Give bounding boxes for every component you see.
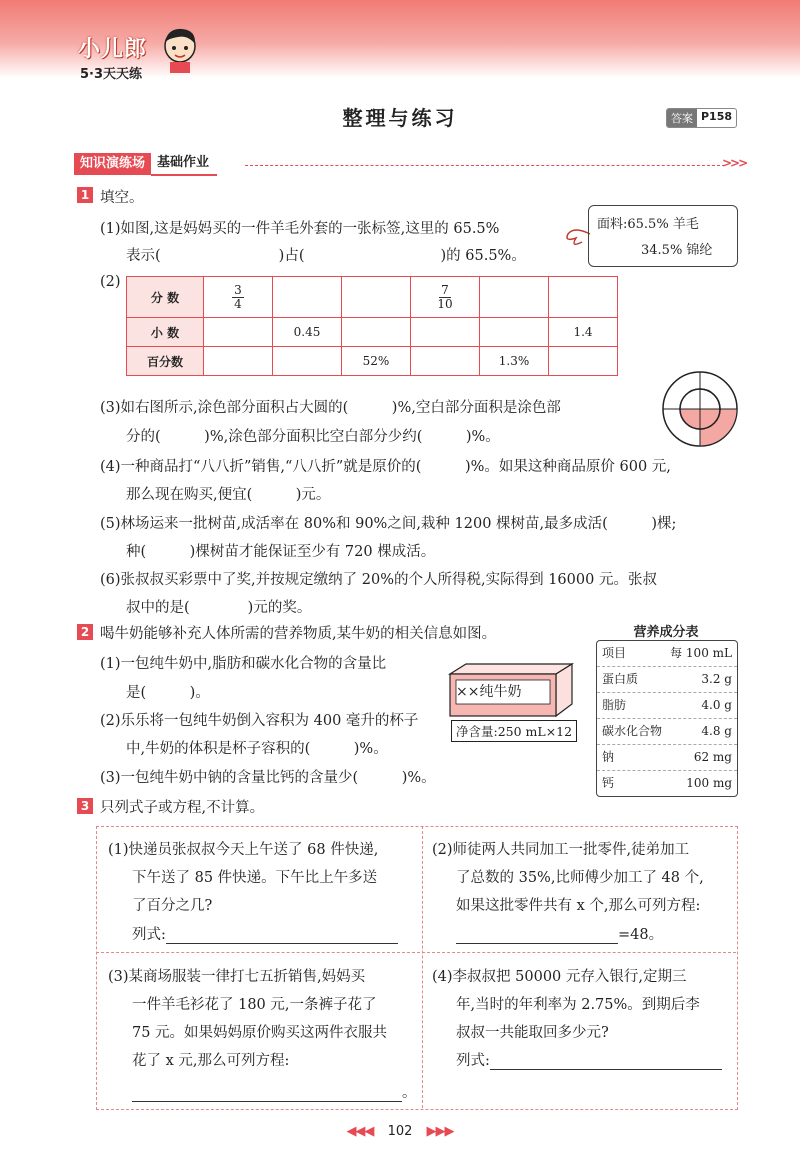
table-cell: 1.3% — [480, 347, 549, 376]
q1-p6-line2: 叔中的是( )元的奖。 — [126, 600, 312, 616]
page-number: 102 — [387, 1124, 413, 1139]
question-title: 喝牛奶能够补充人体所需的营养物质,某牛奶的相关信息如图。 — [100, 626, 497, 642]
table-cell[interactable] — [342, 318, 411, 347]
q2-p3-line1: (3)一包纯牛奶中钠的含量比钙的含量少( )%。 — [100, 770, 436, 786]
q1-p6-line1: (6)张叔叔买彩票中了奖,并按规定缴纳了 20%的个人所得税,实际得到 16000 元。张叔 — [100, 572, 657, 588]
table-cell: 1.4 — [549, 318, 618, 347]
q3-c-line3: 75 元。如果妈妈原价购买这两件衣服共 — [132, 1025, 388, 1041]
section-name: 基础作业 — [151, 152, 217, 176]
q2-p2-line2: 中,牛奶的体积是杯子容积的( )%。 — [126, 741, 388, 757]
table-cell[interactable] — [480, 277, 549, 318]
table-cell[interactable] — [342, 277, 411, 318]
right-arrows-icon: ▶▶▶ — [426, 1124, 454, 1139]
q3-c-line1: (3)某商场服装一律打七五折销售,妈妈买 — [108, 969, 366, 985]
q2-p1-line2: 是( )。 — [126, 685, 210, 701]
table-cell — [411, 277, 480, 318]
row-head-fraction: 分 数 — [127, 277, 204, 318]
q1-p3-line1: (3)如右图所示,涂色部分面积占大圆的( )%,空白部分面积是涂色部 — [100, 400, 561, 416]
row-head-percent: 百分数 — [127, 347, 204, 376]
section-banner — [74, 153, 217, 175]
table-cell[interactable] — [549, 347, 618, 376]
question-number: 2 — [77, 624, 93, 640]
q2-p2-line1: (2)乐乐将一包纯牛奶倒入容积为 400 毫升的杯子 — [100, 713, 419, 729]
page-footer — [0, 1124, 800, 1139]
milk-box-label: ××纯牛奶 — [456, 684, 522, 700]
table-cell[interactable] — [411, 318, 480, 347]
grid-vertical-divider — [422, 826, 423, 1108]
fabric-label — [588, 205, 738, 267]
q3-c-answer: 。 — [132, 1081, 417, 1102]
fabric-line1: 面料:65.5% 羊毛 — [597, 217, 699, 232]
q3-a-answer: 列式: — [132, 923, 398, 944]
nutrition-row: 碳水化合物 4.8 g — [597, 718, 737, 744]
q1-p4-line2: 那么现在购买,便宜( )元。 — [126, 487, 331, 503]
table-cell: 0.45 — [273, 318, 342, 347]
q3-c-line4: 花了 x 元,那么可列方程: — [132, 1053, 290, 1069]
answer-blank[interactable] — [132, 1087, 402, 1102]
answer-label: 答案 — [667, 109, 697, 127]
table-cell[interactable] — [549, 277, 618, 318]
net-content-label: 净含量:250 mL×12 — [451, 720, 577, 742]
mascot-icon — [158, 24, 202, 74]
nutrition-row: 项目 每 100 mL — [602, 646, 732, 660]
table-cell[interactable] — [204, 318, 273, 347]
answer-blank[interactable] — [456, 929, 618, 944]
q2-p1-line1: (1)一包纯牛奶中,脂肪和碳水化合物的含量比 — [100, 656, 387, 672]
shaded-circle-figure — [661, 370, 739, 448]
table-cell — [204, 277, 273, 318]
q3-d-answer: 列式: — [456, 1049, 722, 1070]
nutrition-title: 营养成分表 — [633, 625, 699, 640]
q3-d-line1: (4)李叔叔把 50000 元存入银行,定期三 — [432, 969, 687, 985]
q3-b-line1: (2)师徒两人共同加工一批零件,徒弟加工 — [432, 842, 690, 858]
answer-blank[interactable] — [490, 1055, 722, 1070]
table-cell[interactable] — [480, 318, 549, 347]
q1-p2-label: (2) — [100, 274, 121, 290]
q1-p1-line1: (1)如图,这是妈妈买的一件羊毛外套的一张标签,这里的 65.5% — [100, 221, 500, 237]
question-title: 只列式子或方程,不计算。 — [100, 800, 265, 816]
grid-horizontal-divider — [96, 952, 736, 953]
nutrition-row: 钙 100 mg — [597, 770, 737, 796]
fabric-line2: 34.5% 锦纶 — [641, 243, 713, 258]
left-arrows-icon: ◀◀◀ — [346, 1124, 374, 1139]
table-cell[interactable] — [411, 347, 480, 376]
section-divider — [245, 165, 725, 166]
question-number: 1 — [77, 187, 93, 203]
nutrition-table — [596, 640, 738, 797]
fraction: $\frac{3}{4}$ — [234, 283, 242, 311]
series-name: 5·3天天练 — [80, 67, 143, 82]
table-cell: 52% — [342, 347, 411, 376]
nutrition-row: 蛋白质 3.2 g — [597, 666, 737, 692]
conversion-table — [126, 276, 618, 376]
q3-c-line2: 一件羊毛衫花了 180 元,一条裤子花了 — [132, 997, 377, 1013]
answer-page: P158 — [701, 110, 733, 123]
q1-p5-line1: (5)林场运来一批树苗,成活率在 80%和 90%之间,栽种 1200 棵树苗,最多成活( )棵; — [100, 516, 677, 532]
nutrition-row: 钠 62 mg — [597, 744, 737, 770]
chevron-right-icon: >>> — [722, 156, 747, 170]
nutrition-row: 脂肪 4.0 g — [597, 692, 737, 718]
page-title: 整理与练习 — [342, 106, 458, 130]
table-cell[interactable] — [273, 347, 342, 376]
q3-b-line3: 如果这批零件共有 x 个,那么可列方程: — [456, 898, 701, 914]
section-tag: 知识演练场 — [74, 153, 151, 175]
q3-a-line3: 了百分之几? — [132, 898, 213, 914]
q3-d-line3: 叔叔一共能取回多少元? — [456, 1025, 609, 1041]
question-title: 填空。 — [100, 190, 144, 206]
q3-a-line1: (1)快递员张叔叔今天上午送了 68 件快递, — [108, 842, 379, 858]
q3-d-line2: 年,当时的年利率为 2.75%。到期后李 — [456, 997, 700, 1013]
q1-p3-line2: 分的( )%,涂色部分面积比空白部分少约( )%。 — [126, 429, 500, 445]
table-cell[interactable] — [273, 277, 342, 318]
q1-p4-line1: (4)一种商品打“八八折”销售,“八八折”就是原价的( )%。如果这种商品原价 600 元, — [100, 459, 671, 475]
fraction: $\frac{7}{10}$ — [437, 283, 453, 311]
answer-blank[interactable] — [166, 929, 398, 944]
question-number: 3 — [77, 798, 93, 814]
table-cell[interactable] — [204, 347, 273, 376]
q1-p1-line2: 表示( )占( )的 65.5%。 — [126, 248, 526, 264]
answer-reference — [666, 108, 737, 128]
q1-p5-line2: 种( )棵树苗才能保证至少有 720 棵成活。 — [126, 544, 436, 560]
q3-a-line2: 下午送了 85 件快递。下午比上午多送 — [132, 870, 378, 886]
row-head-decimal: 小 数 — [127, 318, 204, 347]
q3-b-line2: 了总数的 35%,比师傅少加工了 48 个, — [456, 870, 704, 886]
brand-logo: 小儿郎 — [78, 37, 148, 62]
q3-b-answer: =48。 — [456, 923, 663, 944]
